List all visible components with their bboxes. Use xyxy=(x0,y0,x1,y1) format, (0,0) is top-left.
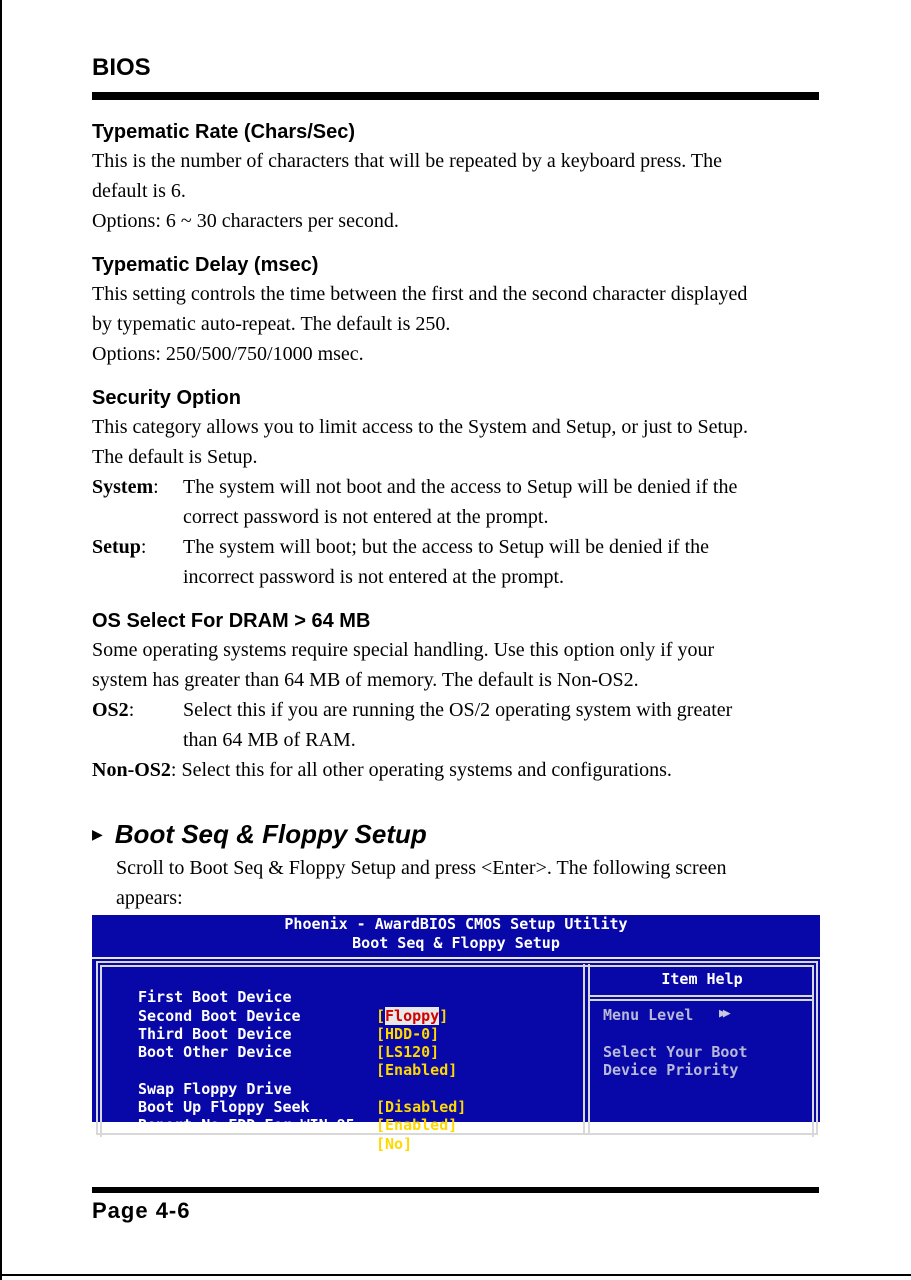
option-text: : Select this for all other operating systems and configurations. xyxy=(170,759,672,781)
bios-screenshot xyxy=(92,915,820,1153)
setting-value[interactable]: [LS120] xyxy=(376,1043,440,1062)
bios-column-divider xyxy=(588,964,590,1134)
boot-seq-intro xyxy=(116,853,816,913)
help-text-line: Device Priority xyxy=(603,1061,739,1079)
item-help-title: Item Help xyxy=(661,970,743,988)
option-label: System xyxy=(92,476,154,498)
paragraph-line: Options: 250/500/750/1000 msec. xyxy=(92,343,364,365)
section-title: Typematic Delay (msec) xyxy=(92,254,319,276)
selected-value[interactable]: Floppy xyxy=(385,1006,440,1025)
section-os-select xyxy=(92,607,827,785)
running-header: BIOS xyxy=(92,54,151,81)
setting-label: Report No FDD For WIN 95 xyxy=(138,1116,355,1135)
option-text: The system will boot; but the access to Setup will be denied if the xyxy=(183,536,710,558)
section-typematic-rate xyxy=(92,118,827,236)
bios-help-separator xyxy=(589,999,813,1001)
section-title: Security Option xyxy=(92,387,241,409)
page-border-left xyxy=(0,0,2,1280)
option-label: OS2 xyxy=(92,699,129,721)
paragraph-line: This category allows you to limit access to the System and Setup, or just to Setup. xyxy=(92,416,749,438)
paragraph-line: default is 6. xyxy=(92,180,186,202)
bios-utility-title: Phoenix - AwardBIOS CMOS Setup Utility xyxy=(284,915,628,933)
page-border-bottom xyxy=(0,1274,911,1276)
double-right-arrow-icon: ▶▶ xyxy=(719,1006,727,1021)
bios-menu-title: Boot Seq & Floppy Setup xyxy=(352,934,560,952)
paragraph-line: Some operating systems require special handling. Use this option only if your xyxy=(92,639,715,661)
boot-seq-heading-text: Boot Seq & Floppy Setup xyxy=(114,819,427,849)
option-os2: OS2: Select this if you are running the OS/2 operating system with greater than 64 MB of RAM. xyxy=(92,695,827,755)
boot-seq-heading xyxy=(92,819,427,850)
intro-line: Scroll to Boot Seq & Floppy Setup and press <Enter>. The following screen xyxy=(116,857,727,879)
setting-label: Swap Floppy Drive xyxy=(138,1079,292,1098)
bios-title-separator xyxy=(92,957,820,959)
bios-column-divider xyxy=(583,964,585,1134)
triangle-bullet-icon: ▶ xyxy=(92,826,103,842)
header-rule xyxy=(92,92,819,100)
setting-label: Second Boot Device xyxy=(138,1006,301,1025)
setting-label: First Boot Device xyxy=(138,988,292,1007)
setting-value[interactable]: [Floppy] xyxy=(376,1006,449,1025)
option-setup: Setup: The system will boot; but the access to Setup will be denied if the incorrect password is not entered at the prompt. xyxy=(92,532,827,592)
setting-value[interactable]: [No] xyxy=(376,1134,413,1153)
intro-line: appears: xyxy=(116,887,183,909)
section-title: OS Select For DRAM > 64 MB xyxy=(92,610,371,632)
help-text-line: Select Your Boot xyxy=(603,1043,748,1061)
section-security-option xyxy=(92,384,827,592)
option-text: correct password is not entered at the prompt. xyxy=(183,506,549,528)
option-text: Select this if you are running the OS/2 operating system with greater xyxy=(183,699,733,721)
setting-label: Third Boot Device xyxy=(138,1024,292,1043)
option-text: The system will not boot and the access to Setup will be denied if the xyxy=(183,476,738,498)
setting-label: Boot Other Device xyxy=(138,1043,292,1062)
option-label: Setup xyxy=(92,536,141,558)
paragraph-line: The default is Setup. xyxy=(92,446,258,468)
setting-label: Boot Up Floppy Seek xyxy=(138,1098,310,1117)
option-label: Non-OS2 xyxy=(92,759,171,781)
paragraph-line: system has greater than 64 MB of memory. The default is Non-OS2. xyxy=(92,669,639,691)
section-typematic-delay xyxy=(92,251,827,369)
menu-level-label: Menu Level xyxy=(603,1006,694,1024)
paragraph-line: Options: 6 ~ 30 characters per second. xyxy=(92,210,399,232)
option-text: incorrect password is not entered at the prompt. xyxy=(183,566,564,588)
setting-value[interactable]: [Enabled] xyxy=(376,1061,458,1080)
setting-value[interactable]: [HDD-0] xyxy=(376,1024,440,1043)
footer-rule xyxy=(92,1187,819,1193)
section-title: Typematic Rate (Chars/Sec) xyxy=(92,121,356,143)
page-number: Page 4-6 xyxy=(92,1198,191,1223)
paragraph-line: This is the number of characters that will be repeated by a keyboard press. The xyxy=(92,150,722,172)
option-non-os2 xyxy=(92,755,827,785)
option-text: than 64 MB of RAM. xyxy=(183,729,356,751)
bios-help-separator xyxy=(589,995,813,997)
setting-value[interactable]: [Enabled] xyxy=(376,1116,458,1135)
setting-value[interactable]: [Disabled] xyxy=(376,1098,467,1117)
paragraph-line: by typematic auto-repeat. The default is 250. xyxy=(92,313,451,335)
page-body xyxy=(92,118,827,785)
option-system: System: The system will not boot and the access to Setup will be denied if the correct password is not entered at the prompt. xyxy=(92,472,827,532)
bios-settings-list xyxy=(138,970,467,1153)
paragraph-line: This setting controls the time between the first and the second character displayed xyxy=(92,283,748,305)
